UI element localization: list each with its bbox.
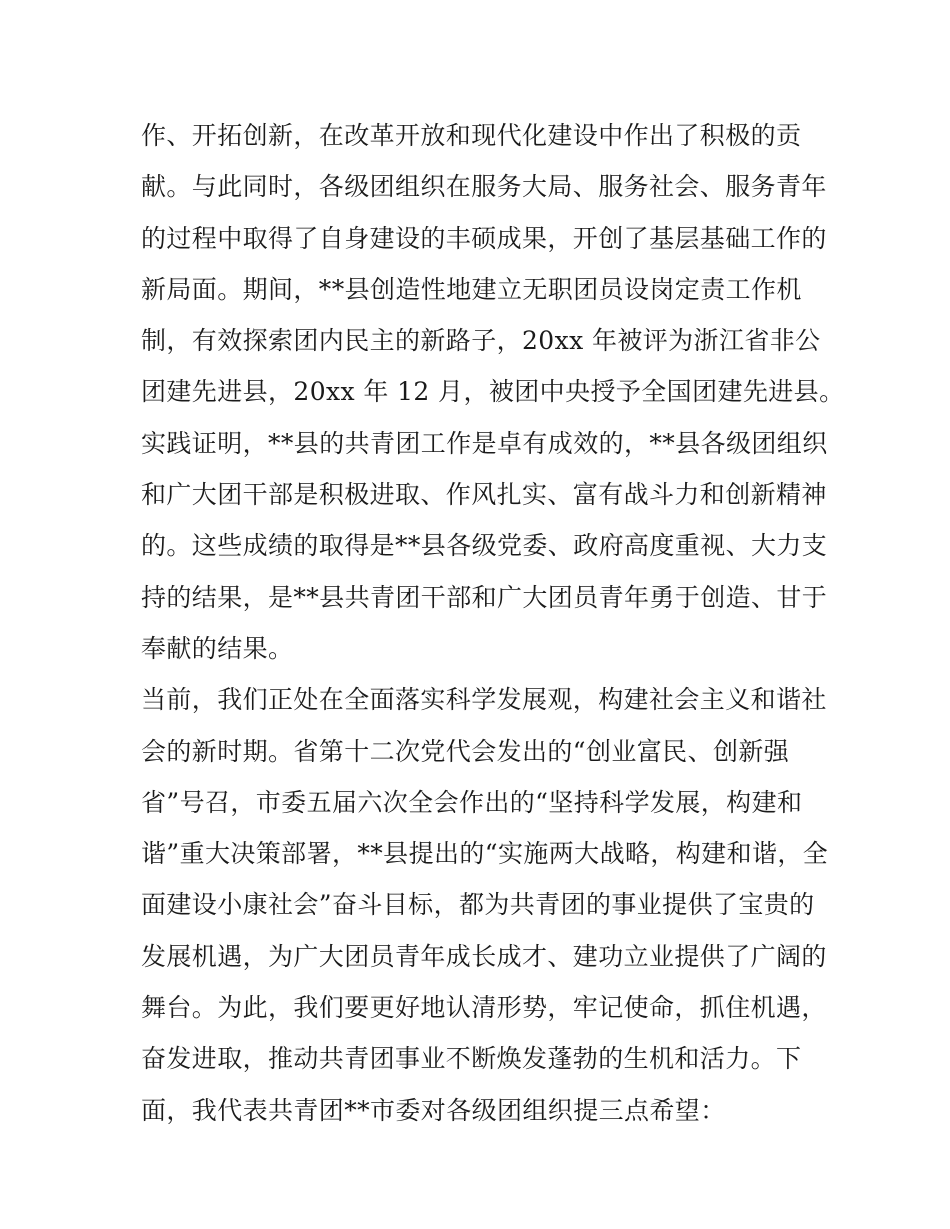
text-line: 奉献的结果。 bbox=[141, 633, 294, 663]
text-line: 作、开拓创新，在改革开放和现代化建设中作出了积极的贡 bbox=[141, 121, 802, 150]
text-line: 的。这些成绩的取得是**县各级党委、政府高度重视、大力支 bbox=[141, 531, 828, 561]
text-line: 献。与此同时，各级团组织在服务大局、服务社会、服务青年 bbox=[141, 172, 827, 202]
text-line: 舞台。为此，我们要更好地认清形势，牢记使命，抓住机遇， bbox=[141, 993, 827, 1023]
text-line: 谐”重大决策部署，**县提出的“实施两大战略，构建和谐，全 bbox=[141, 839, 829, 869]
text-line: 面建设小康社会”奋斗目标，都为共青团的事业提供了宝贵的 bbox=[141, 890, 815, 920]
text-line: 实践证明，**县的共青团工作是卓有成效的，**县各级团组织 bbox=[141, 428, 828, 458]
text-line: 面，我代表共青团**市委对各级团组织提三点希望： bbox=[141, 1095, 726, 1125]
text-line: 会的新时期。省第十二次党代会发出的“创业富民、创新强 bbox=[141, 736, 790, 766]
text-line: 和广大团干部是积极进取、作风扎实、富有战斗力和创新精神 bbox=[141, 480, 827, 510]
text-line: 制，有效探索团内民主的新路子，20xx 年被评为浙江省非公 bbox=[141, 326, 821, 356]
text-line: 省”号召，市委五届六次全会作出的“坚持科学发展，构建和 bbox=[141, 787, 803, 817]
text-line: 当前，我们正处在全面落实科学发展观，构建社会主义和谐社 bbox=[141, 685, 827, 715]
text-line: 发展机遇，为广大团员青年成长成才、建功立业提供了广阔的 bbox=[141, 941, 827, 971]
text-line: 的过程中取得了自身建设的丰硕成果，开创了基层基础工作的 bbox=[141, 223, 827, 253]
text-line: 奋发进取，推动共青团事业不断焕发蓬勃的生机和活力。下 bbox=[141, 1044, 802, 1074]
body-text bbox=[141, 110, 845, 1136]
text-line: 新局面。期间，**县创造性地建立无职团员设岗定责工作机 bbox=[141, 274, 802, 304]
text-line: 团建先进县，20xx 年 12 月，被团中央授予全国团建先进县。 bbox=[141, 377, 845, 407]
text-line: 持的结果，是**县共青团干部和广大团员青年勇于创造、甘于 bbox=[141, 582, 828, 612]
